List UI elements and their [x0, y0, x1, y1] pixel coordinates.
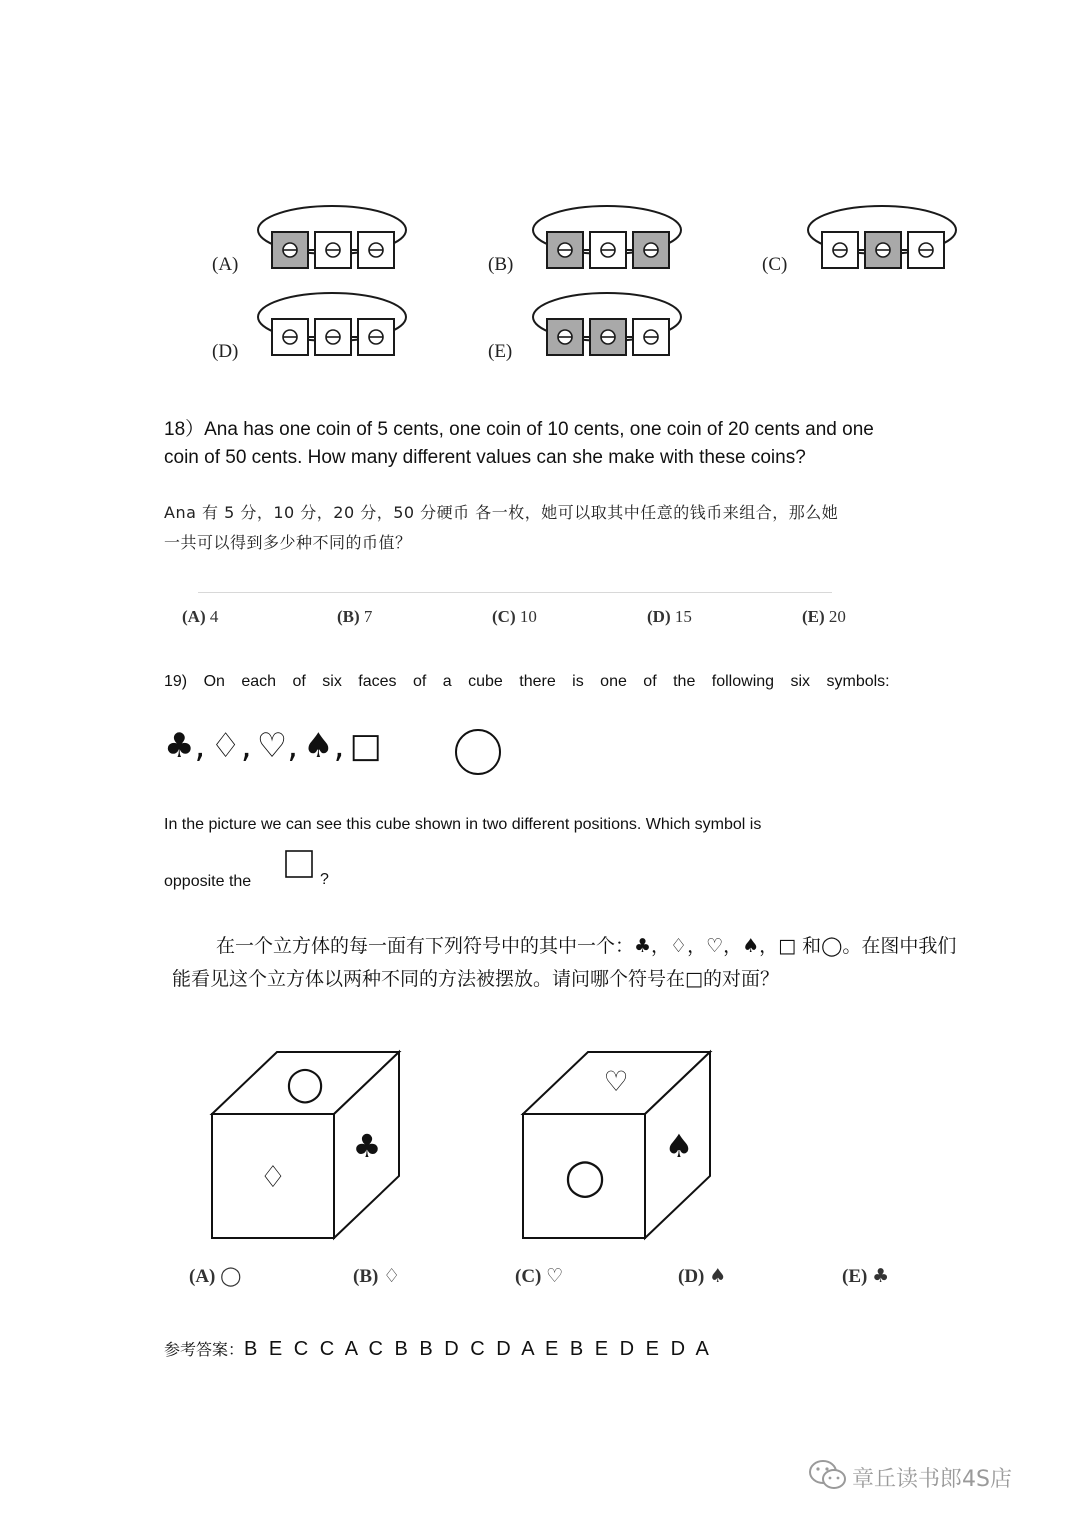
q18-text-en-2: coin of 50 cents. How many different values can she make with these coins? [164, 447, 806, 468]
q19-text-en-3a: opposite the [164, 873, 252, 890]
q18-option-b: (B) 7 [337, 607, 373, 626]
cube-2-front-symbol: ◯ [564, 1157, 606, 1198]
answer-key-letters: B E C C A C B B D C D A E B E D E D A [244, 1338, 712, 1360]
q18-option-d: (D) 15 [647, 607, 692, 626]
q17-figure-d [252, 285, 412, 361]
watermark-text: 章丘读书郎4S店 [852, 1467, 1012, 1492]
q19-text-en-2: In the picture we can see this cube shown in two different positions. Which symbol is [164, 816, 762, 833]
q19-text-en-3b: ? [320, 871, 329, 888]
q18-text-cn-1: Ana 有 5 分，10 分，20 分，50 分硬币 各一枚，她可以取其中任意的钱币来组合，那么她 [164, 503, 839, 522]
cube-figure-1 [205, 1045, 410, 1245]
q19-option-b: (B) ♢ [353, 1265, 401, 1287]
cube-1-front-symbol: ♢ [259, 1160, 287, 1195]
square-icon-inline [284, 849, 314, 879]
q18-text-cn-2: 一共可以得到多少种不同的币值？ [164, 533, 412, 552]
heart-icon: ♡, [256, 726, 299, 766]
club-icon: ♣, [164, 726, 206, 766]
q17-option-a-label: (A) [212, 254, 239, 275]
q19-option-e: (E) ♣ [842, 1265, 890, 1287]
answer-key [164, 1337, 712, 1361]
q19-option-d: (D) ♠ [678, 1265, 727, 1287]
q17-option-d-label: (D) [212, 341, 239, 362]
q19-text-en-1: 19) On each of six faces of a cube there is one of the following six symbols: [164, 673, 890, 690]
q18-option-a: (A) 4 [182, 607, 219, 626]
divider [198, 592, 832, 593]
q19-option-c: (C) ♡ [515, 1265, 564, 1287]
q17-figure-e [527, 285, 687, 361]
q17-figure-b [527, 198, 687, 274]
q18-option-e: (E) 20 [802, 607, 846, 626]
q19-text-cn-2: 能看见这个立方体以两种不同的方法被摆放。请问哪个符号在□的对面？ [172, 968, 779, 990]
q19-text-cn-1: 在一个立方体的每一面有下列符号中的其中一个：♣，♢，♡，♠，□ 和◯。在图中我们 [216, 935, 957, 957]
q17-figure-a [252, 198, 412, 274]
diamond-icon: ♢, [210, 726, 252, 766]
cube-2-side-symbol: ♠ [664, 1127, 694, 1165]
q17-option-e-label: (E) [488, 341, 513, 362]
circle-icon [452, 727, 504, 779]
q17-figure-c [802, 198, 962, 274]
answer-key-prefix: 参考答案： [164, 1340, 245, 1359]
square-icon: □ [349, 726, 382, 766]
cube-2-top-symbol: ♡ [603, 1065, 629, 1098]
q17-option-c-label: (C) [762, 254, 788, 275]
wechat-icon [808, 1458, 848, 1492]
q19-option-a: (A) ◯ [189, 1265, 242, 1287]
q18-option-c: (C) 10 [492, 607, 537, 626]
q17-option-b-label: (B) [488, 254, 514, 275]
cube-1-side-symbol: ♣ [352, 1127, 382, 1165]
cube-1-top-symbol: ◯ [285, 1064, 325, 1104]
cube-figure-2 [516, 1045, 721, 1245]
spade-icon: ♠, [303, 726, 345, 766]
q18-text-en-1: 18）Ana has one coin of 5 cents, one coin of 10 cents, one coin of 20 cents and one [164, 419, 874, 440]
q19-symbol-row [164, 726, 382, 766]
